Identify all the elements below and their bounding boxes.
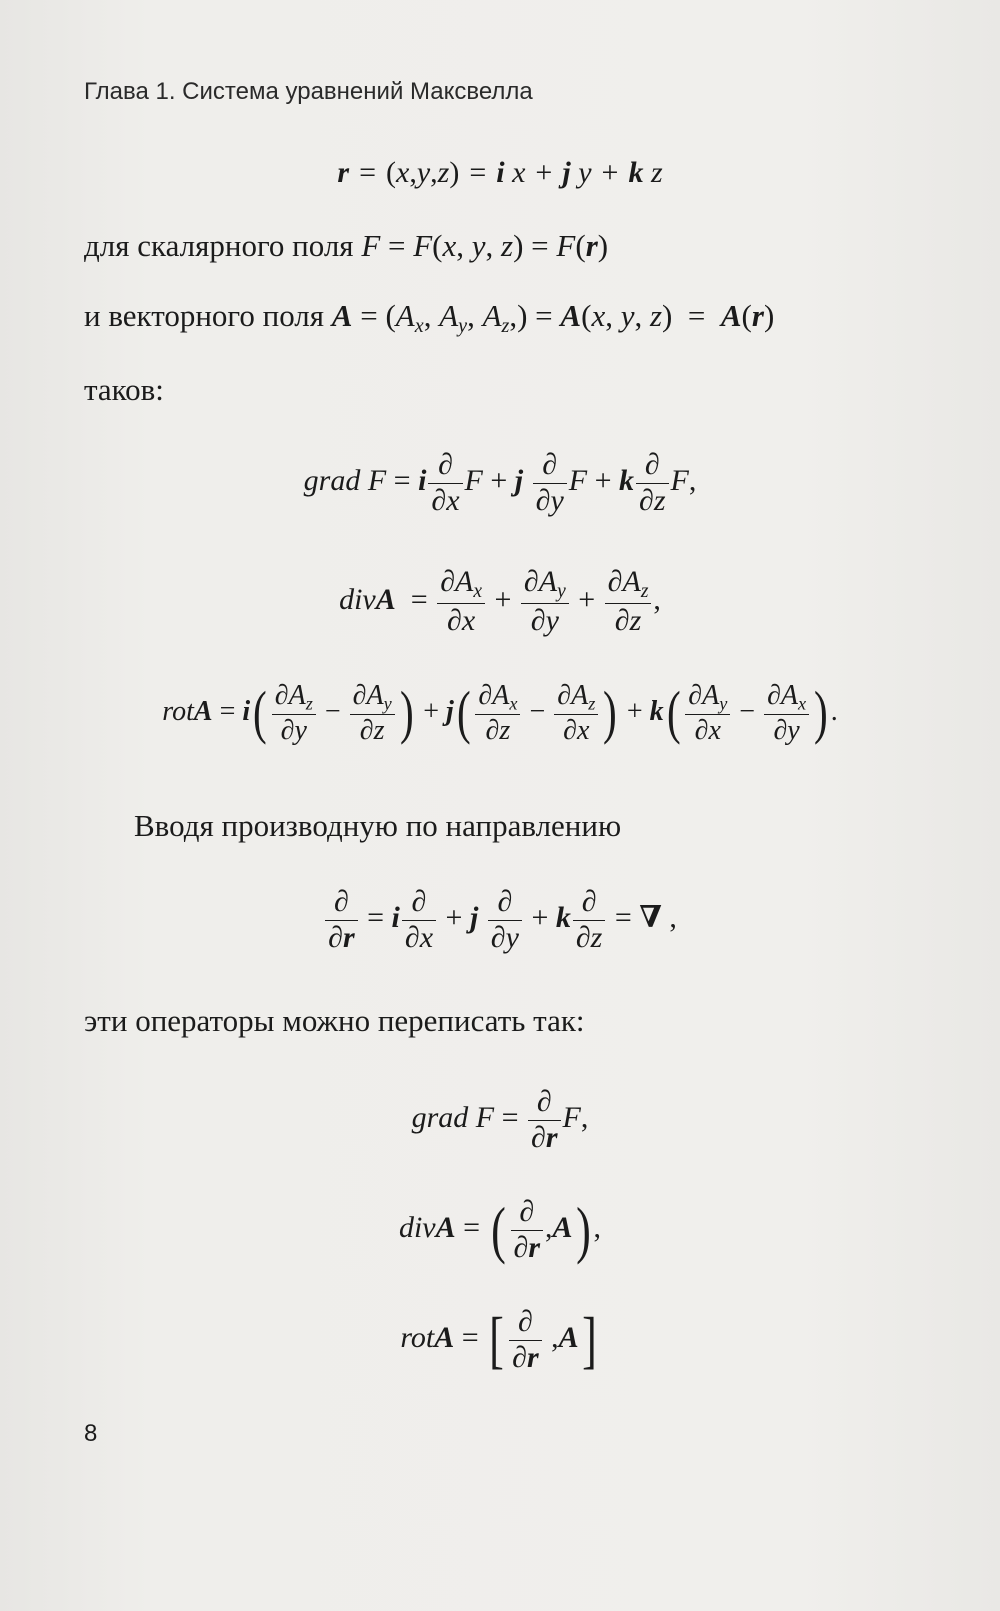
scalar-field-text: для скалярного поля (84, 228, 354, 263)
vector-field-formula: $A = (A_x$, $A_y$, $A_z,) = A(x$, y, z) = A(r) (331, 298, 775, 338)
running-header: Глава 1. Система уравнений Максвелла (84, 78, 533, 105)
equation-div-nabla: divA = ( $\frac{\partial}{\partial r}$ ,A) , (398, 1194, 602, 1265)
scalar-field-line (84, 228, 608, 264)
equation-grad: grad F = i $\frac{\partial}{\partial x}$ F + j $\frac{\partial}{\partial y}$ F + k $\frac{\partial}{\partial z}$ F, (303, 448, 697, 517)
equation-rot: rotA = i( $\frac{\partial A_z}{\partial y}$ − $\frac{\partial A_y}{\partial z}$ ) + j( $\frac{\partial A_x}{\partial z}$ − $\frac{\partial A_z}{\partial x}$ ) + k( $\frac{\partial A_y}{\partial x}$ − $\frac{\partial A_x}{\partial y}$ ) . (162, 680, 838, 747)
takov-text: таков: (84, 372, 164, 407)
scalar-field-formula: F = F(x, y, z) = F(r) (361, 228, 609, 263)
equation-radius-vector: r = (x,y,z) = i x + j y + k z (337, 156, 663, 189)
equation-grad-nabla: grad F = $\frac{\partial}{\partial r}$ F, (411, 1085, 589, 1154)
equation-rot-nabla: rotA = [ $\frac{\partial}{\partial r}$ ,A] (400, 1304, 597, 1375)
rewrite-text: эти операторы можно переписать так: (84, 1003, 585, 1038)
equation-div: divA = $\frac{\partial A_x}{\partial x}$ + $\frac{\partial A_y}{\partial y}$ + $\frac{\partial A_z}{\partial z}$ , (339, 565, 661, 638)
vector-field-line (84, 298, 774, 338)
page-number: 8 (84, 1420, 98, 1447)
introducing-text: Вводя производную по направлению (134, 808, 622, 843)
vector-field-text: и векторного поля (84, 298, 325, 333)
equation-nabla: $\frac{\partial}{\partial r}$ = i $\frac{\partial}{\partial x}$ + j $\frac{\partial}{\partial y}$ + k $\frac{\partial}{\partial z}$ = ∇ , (0, 885, 1000, 955)
